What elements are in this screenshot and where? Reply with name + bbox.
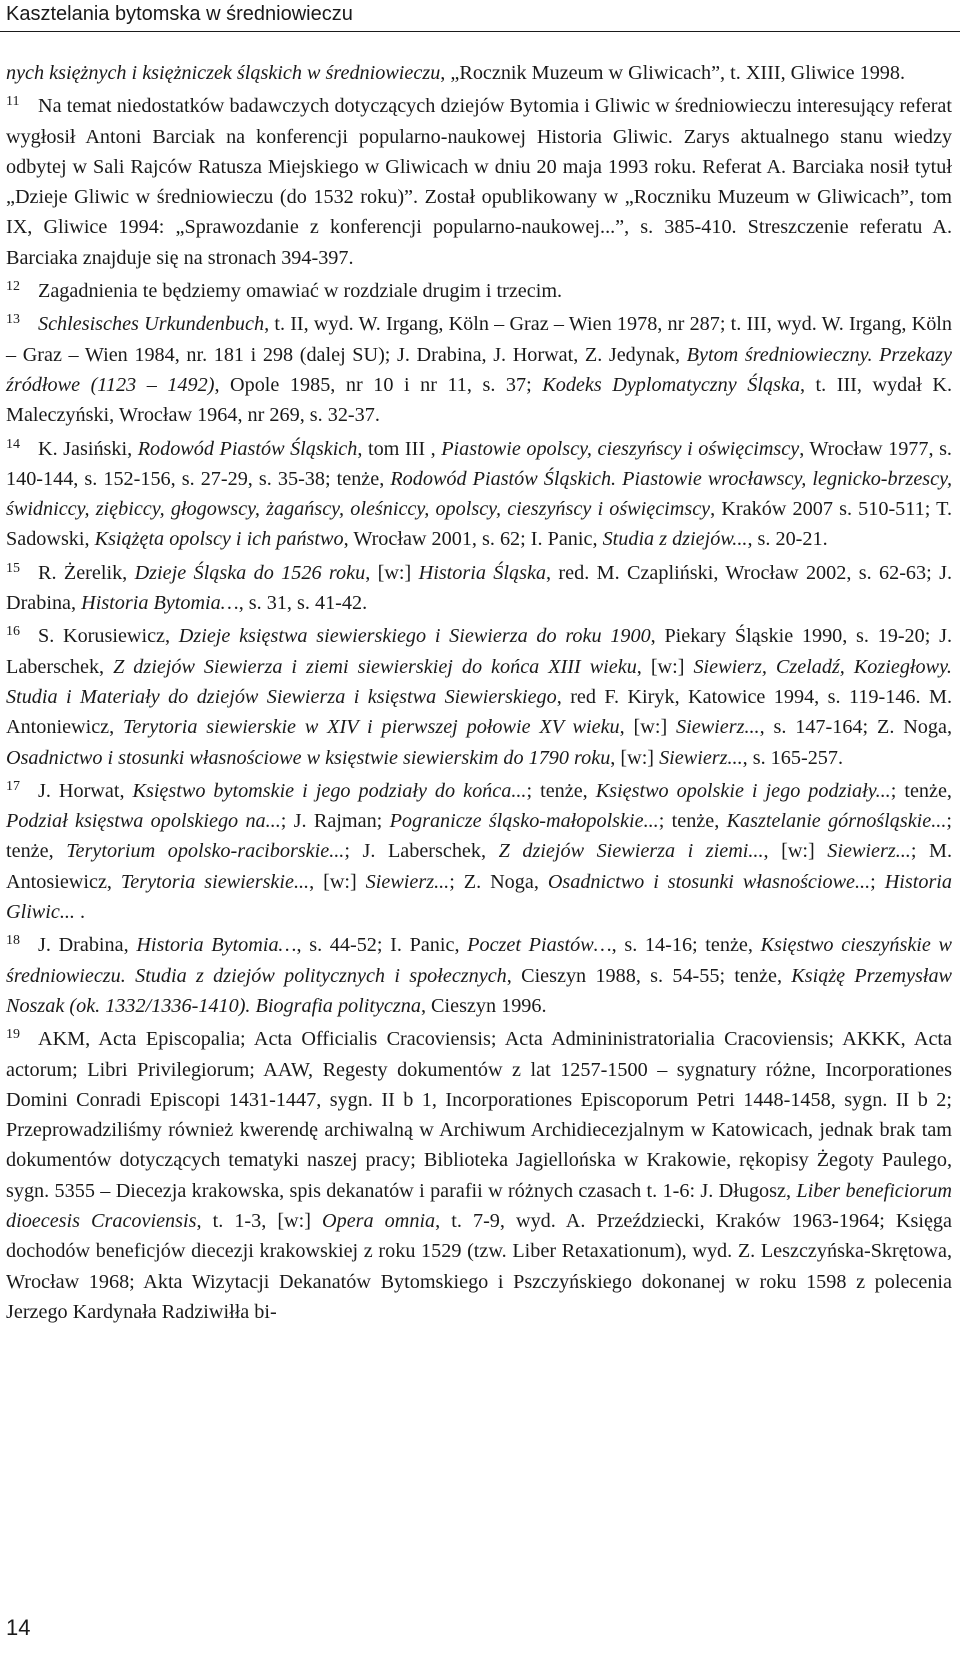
footnote-text: , Cieszyn 1988, s. 54-55; tenże, xyxy=(506,964,792,987)
footnote-text: ; J. Laberschek, xyxy=(344,840,499,863)
footnote-title-text: Historia Bytomia… xyxy=(136,934,297,957)
footnote-title-text: Kasztelanie górnośląskie... xyxy=(726,810,947,833)
footnote-text: , [w:] xyxy=(636,655,694,678)
footnote: 12 Zagadnienia te będziemy omawiać w rozdziale drugim i trzecim. xyxy=(6,279,563,303)
footnote-text: . xyxy=(74,901,86,924)
footnote-title-text: Księstwo opolskie i jego podziały... xyxy=(595,779,891,802)
footnote xyxy=(6,58,952,88)
footnote: 17 J. Horwat, Księstwo bytomskie i jego podziały do końca...; tenże, Księstwo opolskie i jego podziały...; tenże, Podział księstwa opolskiego na...; J. Rajman; Pogranicze śląsko-małopolskie...; tenże, Kasztelanie górnośląskie...; tenże, Terytorium opolsko-raciborskie...; J. Laberschek, Z dziejów Siewierza i ziemi..., [w:] Siewierz...; M. Antosiewicz, Terytoria siewierskie..., [w:] Siewierz...; Z. Noga, Osadnictwo i stosunki własnościowe...; Historia Gliwic... . xyxy=(6,778,953,924)
footnote: 16 S. Korusiewicz, Dzieje księstwa siewierskiego i Siewierza do roku 1900, Piekary Śląskie 1990, s. 19-20; J. Laberschek, Z dziejów Siewierza i ziemi siewierskiej do końca XIII wieku, [w:] Siewierz, Czeladź, Koziegłowy. Studia i Materiały do dziejów Siewierza i księstwa Siewierskiego, red F. Kiryk, Katowice 1994, s. 119-146. M. Antoniewicz, Terytoria siewierskie w XIV i pierwszej połowie XV wieku, [w:] Siewierz..., s. 147-164; Z. Noga, Osadnictwo i stosunki własnościowe w księstwie siewierskim do 1790 roku, [w:] Siewierz..., s. 165-257. xyxy=(6,624,952,769)
footnote-text: , Wrocław 2001, s. 62; I. Panic, xyxy=(343,528,603,551)
footnote-title-text: Terytorium opolsko-raciborskie... xyxy=(66,840,345,863)
footnote-text: J. Horwat, xyxy=(38,779,133,802)
footnote-text: , t. 1-3, [w:] xyxy=(196,1209,323,1232)
footnote-text: R. Żerelik, xyxy=(38,561,135,584)
footnote-title-text: Księstwo cieszyńskie w średniowieczu. Studia z dziejów politycznych i społecznych xyxy=(6,934,952,987)
footnote-text: ; M. Antosiewicz, xyxy=(6,840,953,893)
footnote-title-text: Księstwo bytomskie i jego podziały do końca... xyxy=(132,779,527,802)
footnote-title-text: Osadnictwo i stosunki własnościowe... xyxy=(547,870,871,893)
footnote-title-text: Rodowód Piastów Śląskich xyxy=(137,437,358,460)
footnote-text: , [w:] xyxy=(365,561,419,584)
footnote-text: , Kraków 2007 s. 510-511; T. Sadowski, xyxy=(6,498,952,551)
footnote-text: AKM, Acta Episcopalia; Acta Officialis Cracoviensis; Acta Admininistratorialia Cracoviensis; AKKK, Acta actorum; Libri Privilegiorum; AAW, Regesty dokumentów z lat 1257-1500 – sygnatury różne, Incorporationes Domini Conradi Episcopi 1431-1447, sygn. II b 1, Incorporationes Episcoporum Petri 1448-1458, sygn. II b 2; Przeprowadziliśmy również kwerendę archiwalną w Archiwum Archidiecezjalnym w Katowicach, jednak brak tam dokumentów dotyczących tematyki naszej pracy; Biblioteka Jagiellońska w Krakowie, rękopisy Żegoty Paulego, sygn. 5355 – Diecezja krakowska, spis dekanatów i parafii w różnych czasach t. 1-6: J. Długosz, xyxy=(6,1028,952,1202)
footnote-text: , [w:] xyxy=(610,746,660,769)
footnote-title-text: Dzieje księstwa siewierskiego i Siewierza do roku 1900 xyxy=(178,625,651,648)
footnote-text: J. Drabina, xyxy=(38,934,137,957)
footnote-title-text: Rodowód Piastów Śląskich. Piastowie wrocławscy, legnicko-brzescy, świdniccy, ziębiccy, głogowscy, żagańscy, oleśniccy, opolscy, cieszyńscy i oświęcimscy xyxy=(6,467,952,521)
footnote-title-text: Studia z dziejów... xyxy=(602,528,748,551)
footnote-text: K. Jasiński, xyxy=(38,437,138,460)
footnote: 13 Schlesisches Urkundenbuch, t. II, wyd. W. Irgang, Köln – Graz – Wien 1978, nr 287; t. III, wyd. W. Irgang, Köln – Graz – Wien 1984, nr. 181 i 298 (dalej SU); J. Drabina, J. Horwat, Z. Jedynak, Bytom średniowieczny. Przekazy źródłowe (1123 – 1492), Opole 1985, nr 10 i nr 11, s. 37; Kodeks Dyplomatyczny Śląska, t. III, wydał K. Maleczyński, Wrocław 1964, nr 269, s. 32-37. xyxy=(6,312,952,427)
footnote-text: , [w:] xyxy=(763,840,828,863)
footnote-title-text: Książęta opolscy i ich państwo xyxy=(94,528,344,551)
footnote-title-text: Siewierz... xyxy=(827,840,911,863)
footnote-title-text: Piastowie opolscy, cieszyńscy i oświęcimscy xyxy=(441,437,800,460)
running-title: Kasztelania bytomska w średniowieczu xyxy=(6,3,353,25)
footnote-title-text: Schlesisches Urkundenbuch xyxy=(38,313,265,336)
footnote-title-text: Pogranicze śląsko-małopolskie... xyxy=(389,810,659,833)
footnote: 11 Na temat niedostatków badawczych dotyczących dziejów Bytomia i Gliwic w średniowieczu interesujący referat wygłosił Antoni Barciak na konferencji popularno-naukowej Historia Gliwic. Zarys aktualnego stanu wiedzy odbytej w Sali Rajców Ratusza Miejskiego w Gliwicach w dniu 20 maja 1993 roku. Referat A. Barciaka nosił tytuł „Dzieje Gliwic w średniowieczu (do 1532 roku)”. Został opublikowany w „Roczniku Muzeum w Gliwicach”, tom IX, Gliwice 1994: „Sprawozdanie z konferencji popularno-naukowej...”, s. 385-410. Streszczenie referatu A. Barciaka znajduje się na stronach 394-397. xyxy=(6,94,952,269)
footnote-title-text: Siewierz... xyxy=(676,716,760,739)
footnote-text: , red F. Kiryk, Katowice 1994, s. 119-146. M. Antoniewicz, xyxy=(6,685,952,739)
footnote-text: , „Rocznik Muzeum w Gliwicach”, t. XIII, Gliwice 1998. xyxy=(440,62,906,84)
footnote: 19 AKM, Acta Episcopalia; Acta Officialis Cracoviensis; Acta Admininistratorialia Cracoviensis; AKKK, Acta actorum; Libri Privilegiorum; AAW, Regesty dokumentów z lat 1257-1500 – sygnatury różne, Incorporationes Domini Conradi Episcopi 1431-1447, sygn. II b 1, Incorporationes Episcoporum Petri 1448-1458, sygn. II b 2; Przeprowadziliśmy również kwerendę archiwalną w Archiwum Archidiecezjalnym w Katowicach, jednak brak tam dokumentów dotyczących tematyki naszej pracy; Biblioteka Jagiellońska w Krakowie, rękopisy Żegoty Paulego, sygn. 5355 – Diecezja krakowska, spis dekanatów i parafii w różnych czasach t. 1-6: J. Długosz, Liber beneficiorum dioecesis Cracoviensis, t. 1-3, [w:] Opera omnia, t. 7-9, wyd. A. Przeździecki, Kraków 1963-1964; Księga dochodów beneficjów diecezji krakowskiej z roku 1529 (tzw. Liber Retaxationum), wyd. Z. Leszczyńska-Skrętowa, Wrocław 1968; Akta Wizytacji Dekanatów Bytomskiego i Pszczyńskiego dokonanej w roku 1598 z polecenia Jerzego Kardynała Radziwiłła bi- xyxy=(6,1027,952,1323)
footnote-text: , s. 165-257. xyxy=(742,746,844,769)
footnote-title-text: Historia Bytomia… xyxy=(81,592,239,615)
footnotes-section xyxy=(6,58,952,1327)
footnote-title-text: Dzieje Śląska do 1526 roku xyxy=(134,561,366,584)
footnote-text: , Piekary Śląskie 1990, s. 19-20; J. Laberschek, xyxy=(6,625,952,678)
footnote-text: Na temat niedostatków badawczych dotyczących dziejów Bytomia i Gliwic w średniowieczu interesujący referat wygłosił Antoni Barciak na konferencji popularno-naukowej Historia Gliwic. Zarys aktualnego stanu wiedzy odbytej w Sali Rajców Ratusza Miejskiego w Gliwicach w dniu 20 maja 1993 roku. Referat A. Barciaka nosił tytuł „Dzieje Gliwic w średniowieczu (do 1532 roku)”. Został opublikowany w „Roczniku Muzeum w Gliwicach”, tom IX, Gliwice 1994: „Sprawozdanie z konferencji popularno-naukowej...”, s. 385-410. Streszczenie referatu A. Barciaka znajduje się na stronach 394-397. xyxy=(6,95,952,269)
footnote-title-text: nych księżnych i księżniczek śląskich w średniowieczu xyxy=(6,62,441,84)
footnote-text: , s. 14-16; tenże, xyxy=(611,934,761,957)
footnote-text: , tom III , xyxy=(357,437,442,460)
footnote-text: , s. 44-52; I. Panic, xyxy=(296,934,468,957)
footnote-title-text: Podział księstwa opolskiego na... xyxy=(6,810,281,833)
page-number: 14 xyxy=(6,1615,31,1640)
footnote-title-text: Liber beneficiorum dioecesis Cracoviensis xyxy=(6,1179,952,1232)
footnote-text: , t. III, wydał K. Maleczyński, Wrocław 1964, nr 269, s. 32-37. xyxy=(6,373,952,427)
footnote-text: , s. 31, s. 41-42. xyxy=(238,592,368,615)
footnote-text: ; tenże, xyxy=(658,810,727,833)
footnote-title-text: Siewierz... xyxy=(659,746,743,769)
footnote-title-text: Kodeks Dyplomatyczny Śląska xyxy=(542,373,800,396)
footnote-title-text: Książę Przemysław Noszak (ok. 1332/1336-1410). Biografia polityczna xyxy=(6,964,952,1017)
footnote-title-text: Terytoria siewierskie w XIV i pierwszej połowie XV wieku xyxy=(123,716,620,739)
footnote-text: , t. II, wyd. W. Irgang, Köln – Graz – Wien 1978, nr 287; t. III, wyd. W. Irgang, Köln – Graz – Wien 1984, nr. 181 i 298 (dalej SU); J. Drabina, J. Horwat, Z. Jedynak, xyxy=(6,313,952,366)
footnote-text: , red. M. Czapliński, Wrocław 2002, s. 62-63; J. Drabina, xyxy=(6,561,952,615)
footnote-text: , s. 20-21. xyxy=(747,528,828,551)
footnote-title-text: Historia Gliwic... xyxy=(6,870,953,924)
footnote-text: ; J. Rajman; xyxy=(280,810,390,833)
footnote-text: ; Z. Noga, xyxy=(449,870,548,893)
footnote-text: , [w:] xyxy=(309,870,366,893)
footnote-text: , s. 147-164; Z. Noga, xyxy=(759,716,952,739)
footnote-text: , Opole 1985, nr 10 i nr 11, s. 37; xyxy=(214,373,543,396)
footnote: 15 R. Żerelik, Dzieje Śląska do 1526 roku, [w:] Historia Śląska, red. M. Czapliński, Wrocław 2002, s. 62-63; J. Drabina, Historia Bytomia…, s. 31, s. 41-42. xyxy=(6,560,952,615)
footnote-text: ; tenże, xyxy=(890,779,952,802)
footnote: 18 J. Drabina, Historia Bytomia…, s. 44-52; I. Panic, Poczet Piastów…, s. 14-16; tenże, Księstwo cieszyńskie w średniowieczu. Studia z dziejów politycznych i społecznych, Cieszyn 1988, s. 54-55; tenże, Książę Przemysław Noszak (ok. 1332/1336-1410). Biografia polityczna, Cieszyn 1996. xyxy=(6,933,952,1017)
footnote-title-text: Bytom średniowieczny. Przekazy źródłowe (1123 – 1492) xyxy=(6,343,952,396)
footnote-text: ; tenże, xyxy=(526,779,596,802)
footnote-title-text: Osadnictwo i stosunki własnościowe w księstwie siewierskim do 1790 roku xyxy=(6,746,611,769)
footnote-title-text: Siewierz... xyxy=(365,870,450,893)
footnote-text: ; xyxy=(870,870,885,893)
footnote: 14 K. Jasiński, Rodowód Piastów Śląskich, tom III , Piastowie opolscy, cieszyńscy i oświęcimscy, Wrocław 1977, s. 140-144, s. 152-156, s. 27-29, s. 35-38; tenże, Rodowód Piastów Śląskich. Piastowie wrocławscy, legnicko-brzescy, świdniccy, ziębiccy, głogowscy, żagańscy, oleśniccy, opolscy, cieszyńscy i oświęcimscy, Kraków 2007 s. 510-511; T. Sadowski, Książęta opolscy i ich państwo, Wrocław 2001, s. 62; I. Panic, Studia z dziejów..., s. 20-21. xyxy=(6,436,952,551)
footnote-title-text: Terytoria siewierskie... xyxy=(120,870,310,893)
footnote-text: , Wrocław 1977, s. 140-144, s. 152-156, s. 27-29, s. 35-38; tenże, xyxy=(6,437,952,490)
footnote-title-text: Siewierz, Czeladź, Koziegłowy. Studia i Materiały do dziejów Siewierza i księstwa Siewierskiego xyxy=(6,655,952,708)
running-header xyxy=(0,0,960,32)
footnote-text: , [w:] xyxy=(619,716,677,739)
footnote-text: S. Korusiewicz, xyxy=(38,625,179,648)
footnote-title-text: Historia Śląska xyxy=(418,561,547,584)
footnote-text: , Cieszyn 1996. xyxy=(420,994,547,1017)
footnote-text: ; tenże, xyxy=(6,810,952,863)
footnote-title-text: Z dziejów Siewierza i ziemi siewierskiej do końca XIII wieku xyxy=(113,655,637,678)
footnote-text: Zagadnienia te będziemy omawiać w rozdziale drugim i trzecim. xyxy=(38,280,563,303)
footnote-text: , t. 7-9, wyd. A. Przeździecki, Kraków 1963-1964; Księga dochodów beneficjów diecezji krakowskiej z roku 1529 (tzw. Liber Retaxationum), wyd. Z. Leszczyńska-Skrętowa, Wrocław 1968; Akta Wizytacji Dekanatów Bytomskiego i Pszczyńskiego dokonanej w roku 1598 z polecenia Jerzego Kardynała Radziwiłła bi- xyxy=(6,1209,952,1323)
footnote-title-text: Poczet Piastów… xyxy=(467,934,612,957)
footnote-title-text: Z dziejów Siewierza i ziemi... xyxy=(498,840,764,863)
footnote-title-text: Opera omnia xyxy=(322,1209,436,1232)
